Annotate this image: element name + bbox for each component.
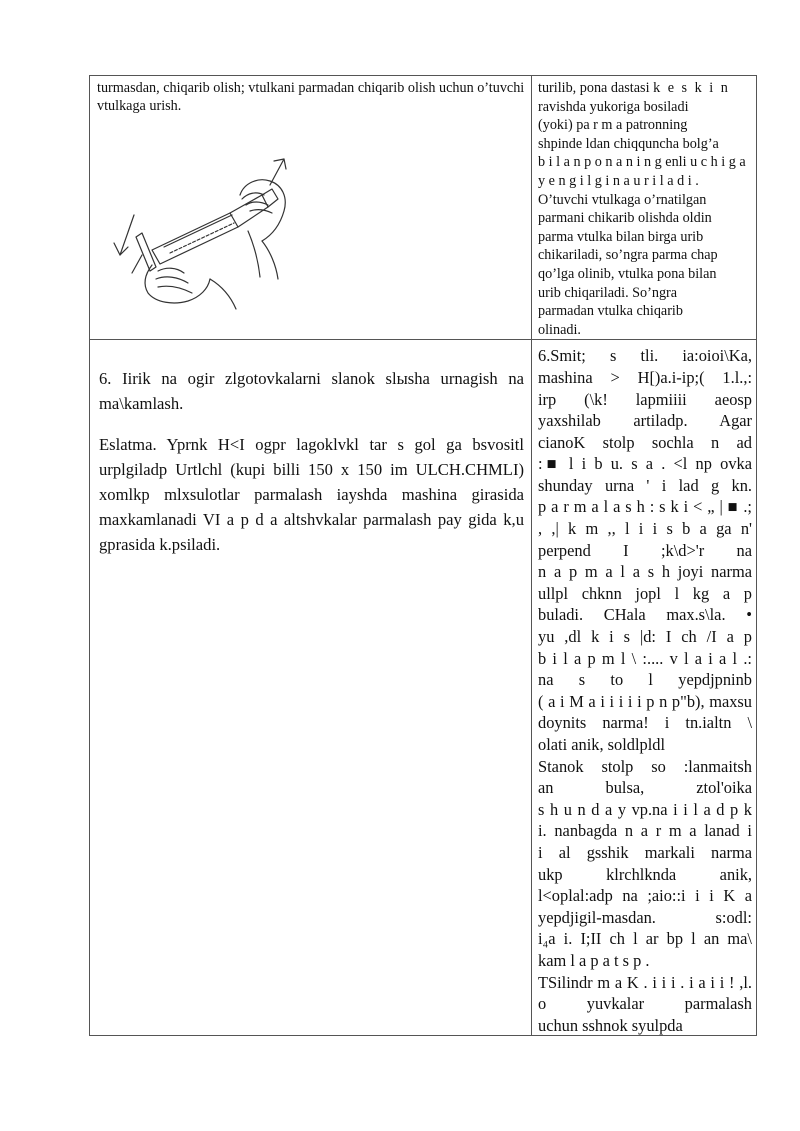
table-cell-step-text xyxy=(90,340,532,1036)
detail-line: buladi. CHala max.s\la. • xyxy=(538,605,752,625)
step-heading: 6. Iirik na ogir zlgotovkalarni slanok slыsha urnagish na ma\kamlash. xyxy=(99,369,524,414)
detail-line: :■ l i b u. s a . <l np ovka xyxy=(538,454,752,474)
detail-line: ukp klrchlknda anik, xyxy=(538,864,752,884)
detail-line: parmadan vtulka chiqarib xyxy=(538,303,683,320)
detail-line: yepdjigil-masdan. s:odl: xyxy=(538,907,752,927)
detail-line: o yuvkalar parmalash xyxy=(538,994,752,1014)
detail-line: (yoki) pa r m a patronning xyxy=(538,117,688,134)
table-cell-step-detail xyxy=(532,340,757,1036)
detail-line: n a p m a l a s h joyi narma xyxy=(538,562,752,582)
detail-line: turilib, pona dastasi xyxy=(538,80,654,96)
detail-line: cianoK stolp sochla n ad xyxy=(538,432,752,452)
detail-line: Stanok stolp so :lanmaitsh xyxy=(538,756,752,776)
detail-line: olati anik, soldlpldl xyxy=(538,735,666,754)
detail-line: irp (\k! lapmiiii aeosp xyxy=(538,389,752,409)
step-description: turmasdan, chiqarib olish; vtulkani parmadan chiqarib olish uchun o’tuvchi vtulkaga urish. xyxy=(97,80,525,114)
detail-line: y e n g i l g i n a u r i l a d i . xyxy=(538,172,699,189)
table-cell-step-text xyxy=(90,76,532,340)
detail-line: uchun sshnok syulpda xyxy=(538,1015,683,1035)
step-note: Eslatma. Yprnk H<I ogpr lagoklvkl tar s gol ga bsvositl urplgiladp Urtlchl (kupi billi 150 x 150 im ULCH.CHMLI) xomlkp mlxsulotlar parmalash iayshda mashina girasida maxkamlanadi VI a p d a altshvkalar parmalash pay gida k,u gprasida k.psiladi. xyxy=(99,435,524,555)
detail-line: ( a i M a i i i i i p n p"b), maxsu xyxy=(538,691,752,711)
detail-line: b i l a p m l \ :.... v l a i a l .: xyxy=(538,648,752,668)
step-detail-text xyxy=(532,340,756,1035)
detail-line: s h u n d a y vp.na i i l a d p k xyxy=(538,799,752,819)
detail-line: i al gsshik markali narma xyxy=(538,842,752,862)
detail-line: an bulsa, ztol'oika xyxy=(538,778,752,798)
detail-line: p a r m a l a s h : s k i < „ | ■ .; xyxy=(538,497,752,517)
detail-line: , ,| k m ,, l i i s b a ga n' xyxy=(538,519,752,539)
table-row xyxy=(90,76,757,340)
table-cell-step-detail xyxy=(532,76,757,340)
detail-line: k e s k i n xyxy=(653,80,730,96)
detail-line: l<oplal:adp na ;aio::i i i K a xyxy=(538,886,752,906)
detail-line: na s to l yepdjpninb xyxy=(538,670,752,690)
detail-line: qo’lga olinib, vtulka pona bilan xyxy=(538,265,717,282)
detail-line: TSilindr m a K . i i i . i a i i ! ,l. xyxy=(538,972,752,992)
detail-line: parmani chikarib olishda oldin xyxy=(538,210,712,227)
detail-line: i. nanbagda n a r m a lanad i xyxy=(538,821,752,841)
detail-line: ravishda yukoriga bosiladi xyxy=(538,98,689,115)
detail-line: yu ,dl k i s |d: I ch /I a p xyxy=(538,627,752,647)
detail-line: b i l a n p o n a n i n g enli u c h i g a xyxy=(538,154,746,171)
drill-removal-illustration xyxy=(112,155,287,315)
detail-line: 6.Smit; s tli. ia:oioi\Ka, xyxy=(538,346,752,366)
detail-line: yaxshilab artiladp. Agar xyxy=(538,411,752,431)
detail-line: perpend I ;k\d>'r na xyxy=(538,540,752,560)
instruction-table xyxy=(89,75,757,1036)
step-detail-text xyxy=(532,76,756,339)
table-row xyxy=(90,340,757,1036)
detail-line: shunday urna ' i lad g kn. xyxy=(538,475,752,495)
detail-line: kam l a p a t s p . xyxy=(538,950,650,970)
detail-line: mashina > H[)a.i-ip;( 1.l.,: xyxy=(538,367,752,387)
detail-line: urib chiqariladi. So’ngra xyxy=(538,284,678,301)
detail-line: chikariladi, so’ngra parma chap xyxy=(538,247,718,264)
hand-drill-sketch-icon xyxy=(112,155,287,315)
detail-line: O’tuvchi vtulkaga o’rnatilgan xyxy=(538,191,707,208)
detail-line: parma vtulka bilan birga urib xyxy=(538,228,704,245)
detail-line: ullpl chknn jopl l kg a p xyxy=(538,583,752,603)
detail-line: olinadi. xyxy=(538,321,581,338)
detail-line: shpinde ldan chiqquncha bolg’a xyxy=(538,135,719,152)
detail-line: doynits narma! i tn.ialtn \ xyxy=(538,713,752,733)
detail-line: i₄a i. I;II ch l ar bp l an ma\ xyxy=(538,929,752,949)
